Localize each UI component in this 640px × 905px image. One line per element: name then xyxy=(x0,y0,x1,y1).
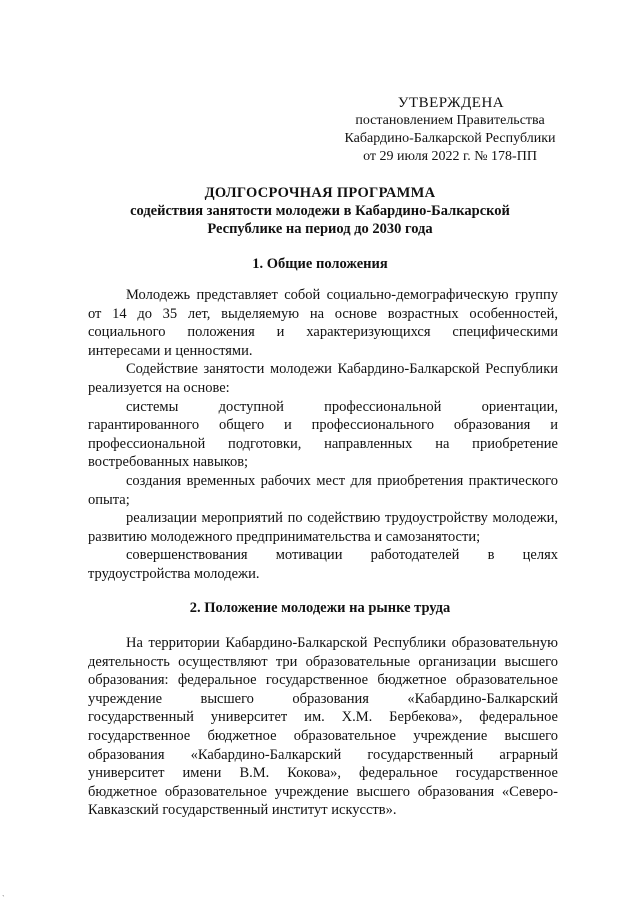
approval-line: постановлением Правительства xyxy=(355,113,545,128)
section-body xyxy=(88,634,558,820)
paragraph: Молодежь представляет собой социально-демографическую группу от 14 до 35 лет, выделяемую на основе возрастных особенностей, социального положения и характеризующихся специфическими интересами и ценностями. xyxy=(88,287,558,359)
title-line: Республике на период до 2030 года xyxy=(207,221,433,237)
approval-block xyxy=(330,94,570,166)
paragraph: создания временных рабочих мест для приобретения практического опыта; xyxy=(88,472,558,508)
approval-line: от 29 июля 2022 г. № 178-ПП xyxy=(363,149,537,164)
approval-line: Кабардино-Балкарской Республики xyxy=(344,131,556,146)
paragraph: Содействие занятости молодежи Кабардино-Балкарской Республики реализуется на основе: xyxy=(88,361,558,396)
approval-heading: УТВЕРЖДЕНА xyxy=(397,95,505,111)
scan-mark: ` xyxy=(2,894,5,903)
title-line: ДОЛГОСРОЧНАЯ ПРОГРАММА xyxy=(204,185,436,201)
section-heading: 2. Положение молодежи на рынке труда xyxy=(189,600,451,616)
title-line: содействия занятости молодежи в Кабардино-Балкарской xyxy=(130,203,510,219)
paragraph: системы доступной профессиональной ориентации, гарантированного общего и профессионального образования и профессиональной подготовки, направленных на приобретение востребованных навыков; xyxy=(88,398,558,471)
document-title xyxy=(100,184,540,238)
section-heading: 1. Общие положения xyxy=(252,256,388,272)
paragraph: совершенствования мотивации работодателей в целях трудоустройства молодежи. xyxy=(88,547,558,582)
paragraph: На территории Кабардино-Балкарской Республики образовательную деятельность осуществляют три образовательные организации высшего образования: федеральное государственное бюджетное образовательное учреждение высшего образования «Кабардино-Балкарский государственный университет им. Х.М. Бербекова», федеральное государственное бюджетное образовательное учреждение высшего образования «Кабардино-Балкарский государственный аграрный университет имени В.М. Кокова», федеральное государственное бюджетное образовательное учреждение высшего образования «Северо-Кавказский государственный институт искусств». xyxy=(88,635,558,819)
section-body xyxy=(88,286,558,584)
paragraph: реализации мероприятий по содействию трудоустройству молодежи, развитию молодежного предпринимательства и самозанятости; xyxy=(88,510,558,545)
